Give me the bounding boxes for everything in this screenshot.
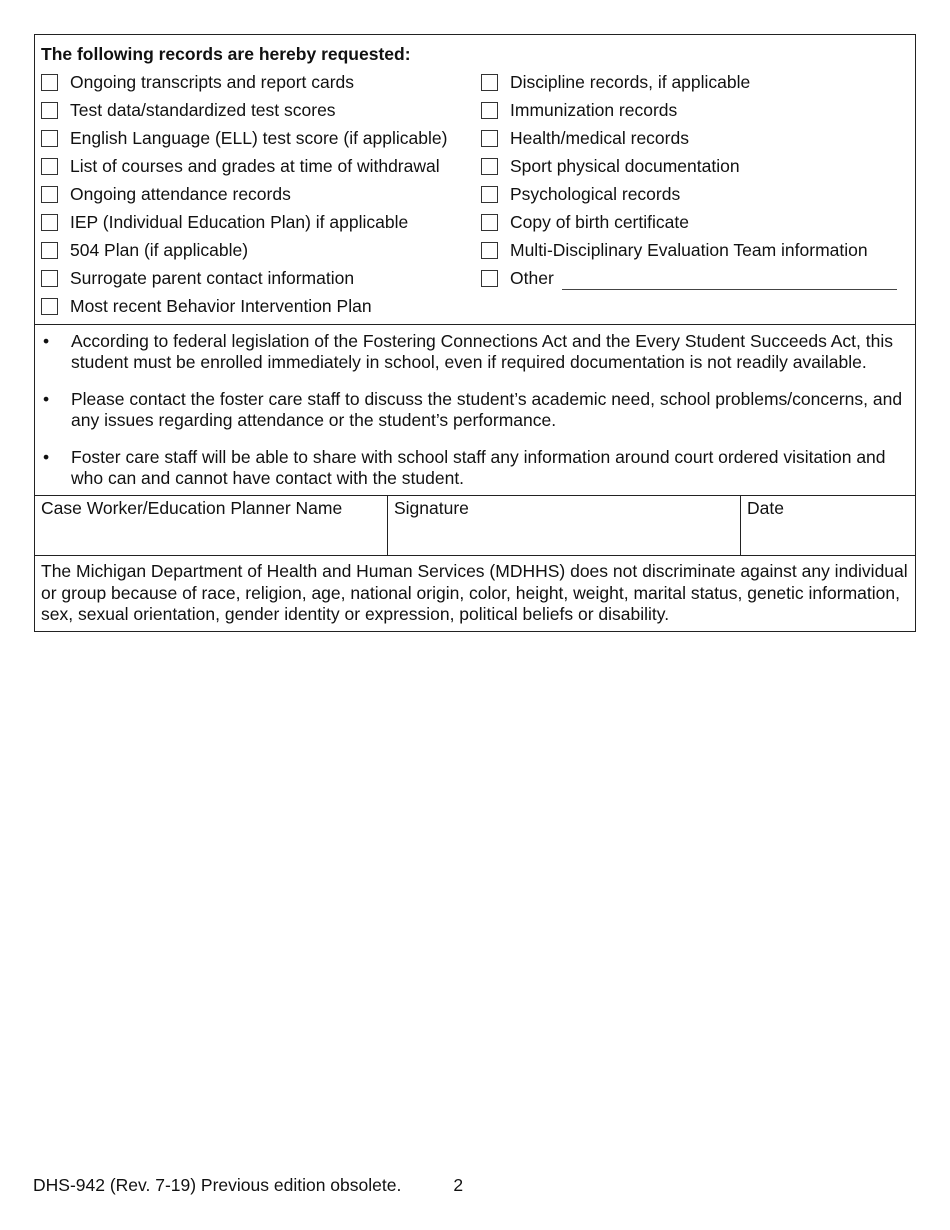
records-right-column	[481, 68, 909, 320]
signature-field[interactable]	[394, 519, 738, 545]
checkbox[interactable]	[41, 186, 58, 203]
date-cell	[741, 496, 915, 555]
record-option-label: Sport physical documentation	[510, 155, 740, 176]
records-request-form	[34, 34, 916, 632]
checkbox[interactable]	[481, 214, 498, 231]
note-item	[41, 331, 909, 373]
note-item	[41, 389, 909, 431]
record-option	[481, 152, 909, 180]
notes-section	[35, 325, 915, 496]
form-id: DHS-942 (Rev. 7-19) Previous edition obsolete.	[33, 1175, 402, 1195]
record-option-label: English Language (ELL) test score (if applicable)	[70, 127, 448, 148]
records-title: The following records are hereby requested:	[41, 44, 411, 64]
checkbox[interactable]	[481, 158, 498, 175]
date-field[interactable]	[747, 519, 913, 545]
record-option	[41, 292, 481, 320]
checkbox[interactable]	[41, 298, 58, 315]
record-option-label: List of courses and grades at time of withdrawal	[70, 155, 440, 176]
page-number: 2	[453, 1175, 464, 1195]
checkbox[interactable]	[41, 74, 58, 91]
name-label: Case Worker/Education Planner Name	[41, 498, 343, 518]
record-option-label: Psychological records	[510, 183, 681, 204]
checkbox[interactable]	[481, 242, 498, 259]
nondiscrimination-statement: The Michigan Department of Health and Human Services (MDHHS) does not discriminate against any individual or group because of race, religion, age, national origin, color, height, weight, marital status, genetic information, sex, sexual orientation, gender identity or expression, political beliefs or disability.	[41, 561, 908, 624]
signature-cell	[388, 496, 741, 555]
record-option-label: Test data/standardized test scores	[70, 99, 336, 120]
record-option-label: IEP (Individual Education Plan) if applicable	[70, 211, 409, 232]
record-option-label: Multi-Disciplinary Evaluation Team information	[510, 239, 868, 260]
record-option	[481, 180, 909, 208]
record-option-label: Ongoing transcripts and report cards	[70, 71, 355, 92]
record-option	[41, 180, 481, 208]
page-footer	[33, 1175, 463, 1196]
bullet: •	[43, 447, 50, 467]
checkbox[interactable]	[481, 130, 498, 147]
records-left-column	[41, 68, 481, 320]
record-option	[41, 264, 481, 292]
record-option-label: Copy of birth certificate	[510, 211, 689, 232]
record-option-label: 504 Plan (if applicable)	[70, 239, 249, 260]
note-item	[41, 447, 909, 489]
record-option-label: Health/medical records	[510, 127, 689, 148]
record-option	[481, 236, 909, 264]
name-cell	[35, 496, 388, 555]
record-option	[481, 96, 909, 124]
record-option-label: Immunization records	[510, 99, 678, 120]
checkbox[interactable]	[41, 270, 58, 287]
signature-row	[35, 496, 915, 556]
note-text: According to federal legislation of the Fostering Connections Act and the Every Student Succeeds Act, this student must be enrolled immediately in school, even if required documentation is not readily available.	[71, 331, 894, 372]
record-option-label: Discipline records, if applicable	[510, 71, 751, 92]
record-option	[481, 68, 909, 96]
checkbox[interactable]	[41, 242, 58, 259]
checkbox[interactable]	[481, 270, 498, 287]
record-option-label: Other	[510, 267, 554, 288]
bullet: •	[43, 331, 50, 351]
checkbox[interactable]	[481, 74, 498, 91]
record-option-label: Surrogate parent contact information	[70, 267, 355, 288]
checkbox[interactable]	[41, 158, 58, 175]
record-option-other	[481, 264, 909, 292]
date-label: Date	[747, 498, 784, 518]
record-option	[41, 96, 481, 124]
checkbox[interactable]	[41, 130, 58, 147]
checkbox[interactable]	[481, 102, 498, 119]
other-text-field[interactable]	[562, 275, 897, 290]
note-text: Foster care staff will be able to share with school staff any information around court ordered visitation and who can and cannot have contact with the student.	[71, 447, 886, 488]
record-option	[481, 208, 909, 236]
checkbox[interactable]	[41, 102, 58, 119]
record-option-label: Ongoing attendance records	[70, 183, 291, 204]
record-option-label: Most recent Behavior Intervention Plan	[70, 295, 372, 316]
signature-label: Signature	[394, 498, 469, 518]
record-option	[41, 68, 481, 96]
checkbox[interactable]	[481, 186, 498, 203]
record-option	[41, 152, 481, 180]
records-section	[35, 35, 915, 325]
record-option	[41, 236, 481, 264]
checkbox[interactable]	[41, 214, 58, 231]
name-field[interactable]	[41, 519, 385, 545]
record-option	[41, 124, 481, 152]
record-option	[41, 208, 481, 236]
record-option	[481, 124, 909, 152]
note-text: Please contact the foster care staff to discuss the student’s academic need, school problems/concerns, and any issues regarding attendance or the student’s performance.	[71, 389, 903, 430]
bullet: •	[43, 389, 50, 409]
